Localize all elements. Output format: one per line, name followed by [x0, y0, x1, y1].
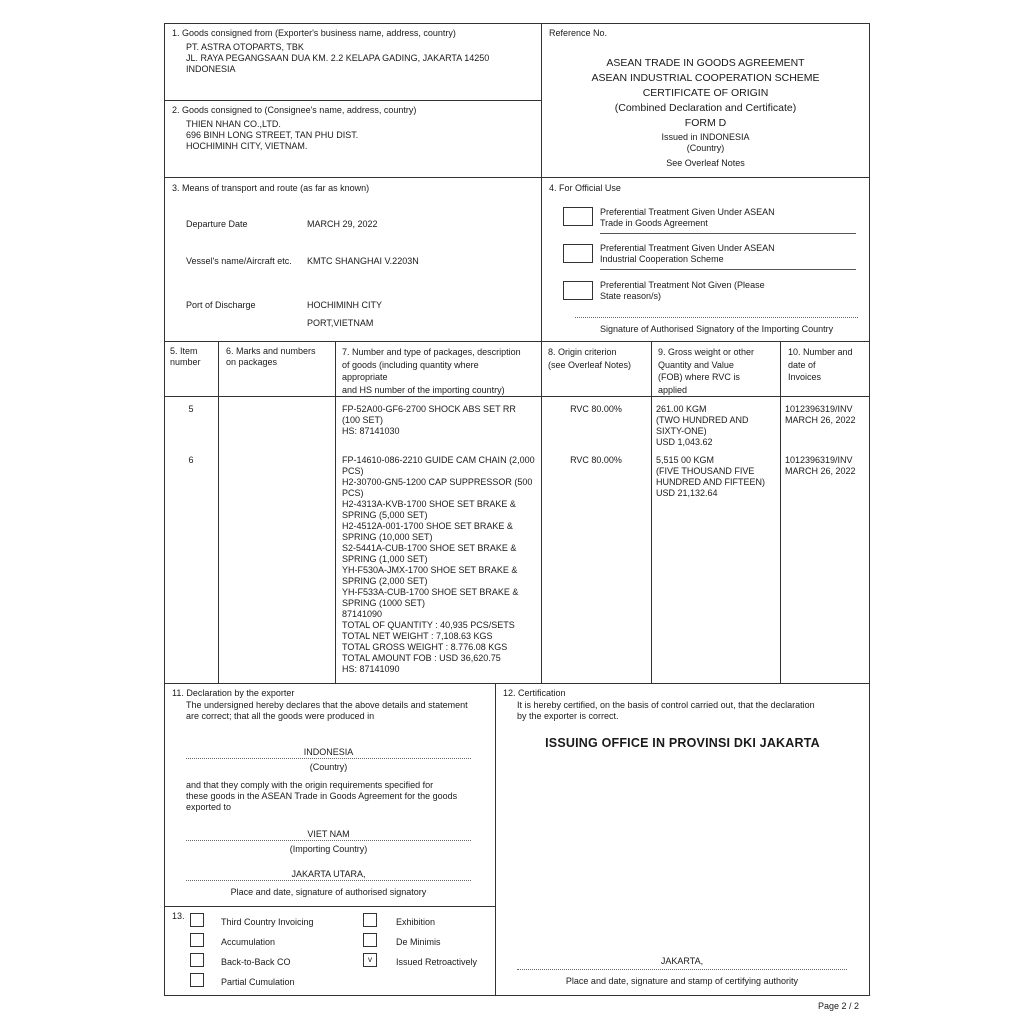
title-line-4: (Combined Declaration and Certificate)	[614, 102, 797, 114]
title-line-3: CERTIFICATE OF ORIGIN	[642, 87, 769, 99]
producing-country: INDONESIA	[303, 747, 354, 757]
third-country-invoicing-label: Third Country Invoicing	[221, 917, 314, 927]
item-invoice: 1012396319/INV MARCH 26, 2022	[785, 404, 856, 425]
de-minimis-label: De Minimis	[396, 937, 441, 947]
title-line-2: ASEAN INDUSTRIAL COOPERATION SCHEME	[591, 72, 820, 84]
title-line-1: ASEAN TRADE IN GOODS AGREEMENT	[606, 57, 805, 69]
overleaf-notes: See Overleaf Notes	[666, 158, 745, 168]
issued-retroactively-checkbox[interactable]: v	[363, 953, 377, 967]
importing-country-line	[186, 840, 471, 841]
col-divider-5	[780, 341, 781, 683]
item-gross-weight: 261.00 KGM (TWO HUNDRED AND SIXTY-ONE) USD 1,043.62	[656, 404, 749, 447]
item-number: 5	[188, 404, 194, 414]
declaration-text-1: The undersigned hereby declares that the above details and statement are correct; that all the goods were produced in	[186, 700, 468, 721]
departure-value: MARCH 29, 2022	[307, 219, 378, 229]
importing-signature-label: Signature of Authorised Signatory of the Importing Country	[600, 324, 834, 334]
exhibition-label: Exhibition	[396, 917, 436, 927]
official-use-checkbox-2[interactable]	[563, 244, 593, 263]
producing-country-label: (Country)	[309, 762, 348, 772]
box12-label: 12. Certification	[503, 688, 566, 698]
box11-label: 11. Declaration by the exporter	[172, 688, 295, 698]
certifying-signature-line	[517, 969, 847, 970]
col-marks-header: 6. Marks and numbers on packages	[226, 346, 316, 367]
col-origin-criterion-header: 8. Origin criterion (see Overleaf Notes)	[548, 347, 632, 370]
option-2-underline	[600, 269, 856, 270]
back-to-back-checkbox[interactable]	[190, 953, 204, 967]
issued-country-label: (Country)	[686, 143, 725, 153]
col-gross-weight-header: 9. Gross weight or other Quantity and Value (FOB) where RVC is applied	[658, 347, 755, 395]
col-divider-2	[335, 341, 336, 683]
exporter-signature-label: Place and date, signature of authorised signatory	[230, 887, 427, 897]
official-use-option-1: Preferential Treatment Given Under ASEAN Trade in Goods Agreement	[600, 207, 775, 228]
item-description: FP-14610-086-2210 GUIDE CAM CHAIN (2,000 PCS) H2-30700-GN5-1200 CAP SUPPRESSOR (500 PCS) H2-4313A-KVB-1700 SHOE SET BRAKE & SPRING (5,000 SET) H2-4512A-001-1700 SHOE SET BRAKE & SPRING (10,000 SET) S2-5441A-CUB-1700 SHOE SET BRAKE & SPRING (1,000 SET) YH-F530A-JMX-1700 SHOE SET BRAKE & SPRING (2,000 SET) YH-F533A-CUB-1700 SHOE SET BRAKE & SPRING (1000 SET) 87141090 TOTAL OF QUANTITY : 40,935 PCS/SETS TOTAL NET WEIGHT : 7,108.63 KGS TOTAL GROSS WEIGHT : 8.776.08 KGS TOTAL AMOUNT FOB : USD 36,620.75 HS: 87141090	[342, 455, 535, 674]
third-country-invoicing-checkbox[interactable]	[190, 913, 204, 927]
col-invoices-header: 10. Number and date of Invoices	[788, 347, 853, 382]
col-divider-4	[651, 341, 652, 683]
columns-header-divider	[164, 396, 870, 397]
certification-text: It is hereby certified, on the basis of control carried out, that the declaration by the exporter is correct.	[517, 700, 815, 721]
producing-country-line	[186, 758, 471, 759]
item-description: FP-52A00-GF6-2700 SHOCK ABS SET RR (100 SET) HS: 87141030	[342, 404, 516, 436]
importing-country-label: (Importing Country)	[289, 844, 368, 854]
departure-label: Departure Date	[186, 219, 248, 229]
box1-label: 1. Goods consigned from (Exporter's business name, address, country)	[172, 28, 456, 38]
issued-retroactively-label: Issued Retroactively	[396, 957, 478, 967]
accumulation-checkbox[interactable]	[190, 933, 204, 947]
col-divider-1	[218, 341, 219, 683]
accumulation-label: Accumulation	[221, 937, 276, 947]
item-number: 6	[188, 455, 194, 465]
box11-box13-divider	[164, 906, 495, 907]
box3-label: 3. Means of transport and route (as far as known)	[172, 183, 370, 193]
importing-country: VIET NAM	[307, 829, 350, 839]
box2-label: 2. Goods consigned to (Consignee's name, address, country)	[172, 105, 417, 115]
partial-cumulation-label: Partial Cumulation	[221, 977, 295, 987]
certifying-place: JAKARTA,	[660, 956, 704, 966]
certifying-signature-label: Place and date, signature and stamp of certifying authority	[565, 976, 799, 986]
certificate-title	[541, 56, 870, 169]
exporter-signature-line	[186, 880, 471, 881]
official-use-checkbox-3[interactable]	[563, 281, 593, 300]
issued-in: Issued in INDONESIA	[661, 132, 750, 142]
exporter-place: JAKARTA UTARA,	[291, 869, 366, 879]
col-divider-3	[541, 341, 542, 683]
official-use-option-2: Preferential Treatment Given Under ASEAN Industrial Cooperation Scheme	[600, 243, 775, 264]
vessel-value: KMTC SHANGHAI V.2203N	[307, 256, 419, 266]
reference-label: Reference No.	[549, 28, 608, 38]
item-origin-criterion: RVC 80.00%	[570, 404, 622, 414]
box11-box12-divider	[495, 683, 496, 996]
port-label: Port of Discharge	[186, 300, 256, 310]
page-number: Page 2 / 2	[818, 1001, 860, 1011]
back-to-back-label: Back-to-Back CO	[221, 957, 291, 967]
option-1-underline	[600, 233, 856, 234]
official-use-checkbox-1[interactable]	[563, 207, 593, 226]
port-value-1: HOCHIMINH CITY	[307, 300, 382, 310]
vessel-label: Vessel's name/Aircraft etc.	[186, 256, 292, 266]
box4-label: 4. For Official Use	[549, 183, 621, 193]
issuing-office: ISSUING OFFICE IN PROVINSI DKI JAKARTA	[545, 736, 820, 750]
declaration-text-2: and that they comply with the origin requirements specified for these goods in the ASEAN Trade in Goods Agreement for the goods exported to	[186, 780, 458, 812]
port-value-2: PORT,VIETNAM	[307, 318, 374, 328]
exhibition-checkbox[interactable]	[363, 913, 377, 927]
item-gross-weight: 5,515 00 KGM (FIVE THOUSAND FIVE HUNDRED AND FIFTEEN) USD 21,132.64	[656, 455, 766, 498]
item-origin-criterion: RVC 80.00%	[570, 455, 622, 465]
box3-columns-divider	[164, 341, 870, 342]
title-line-5: FORM D	[684, 117, 727, 129]
exporter-details: PT. ASTRA OTOPARTS, TBK JL. RAYA PEGANGSAAN DUA KM. 2.2 KELAPA GADING, JAKARTA 14250 INDONESIA	[186, 42, 490, 74]
consignee-details: THIEN NHAN CO.,LTD. 696 BINH LONG STREET, TAN PHU DIST. HOCHIMINH CITY, VIETNAM.	[186, 119, 359, 151]
box2-box3-divider	[164, 177, 870, 178]
items-bottom-divider	[164, 683, 870, 684]
col-item-number-header: 5. Item number	[170, 346, 201, 367]
item-invoice: 1012396319/INV MARCH 26, 2022	[785, 455, 856, 476]
partial-cumulation-checkbox[interactable]	[190, 973, 204, 987]
importing-signature-line	[575, 317, 858, 318]
col-description-header: 7. Number and type of packages, description of goods (including quantity where appropriate and HS number of the importing country)	[342, 347, 521, 395]
box1-box2-divider	[164, 100, 541, 101]
official-use-option-3: Preferential Treatment Not Given (Please State reason/s)	[600, 280, 765, 301]
box13-label: 13.	[172, 911, 185, 921]
de-minimis-checkbox[interactable]	[363, 933, 377, 947]
